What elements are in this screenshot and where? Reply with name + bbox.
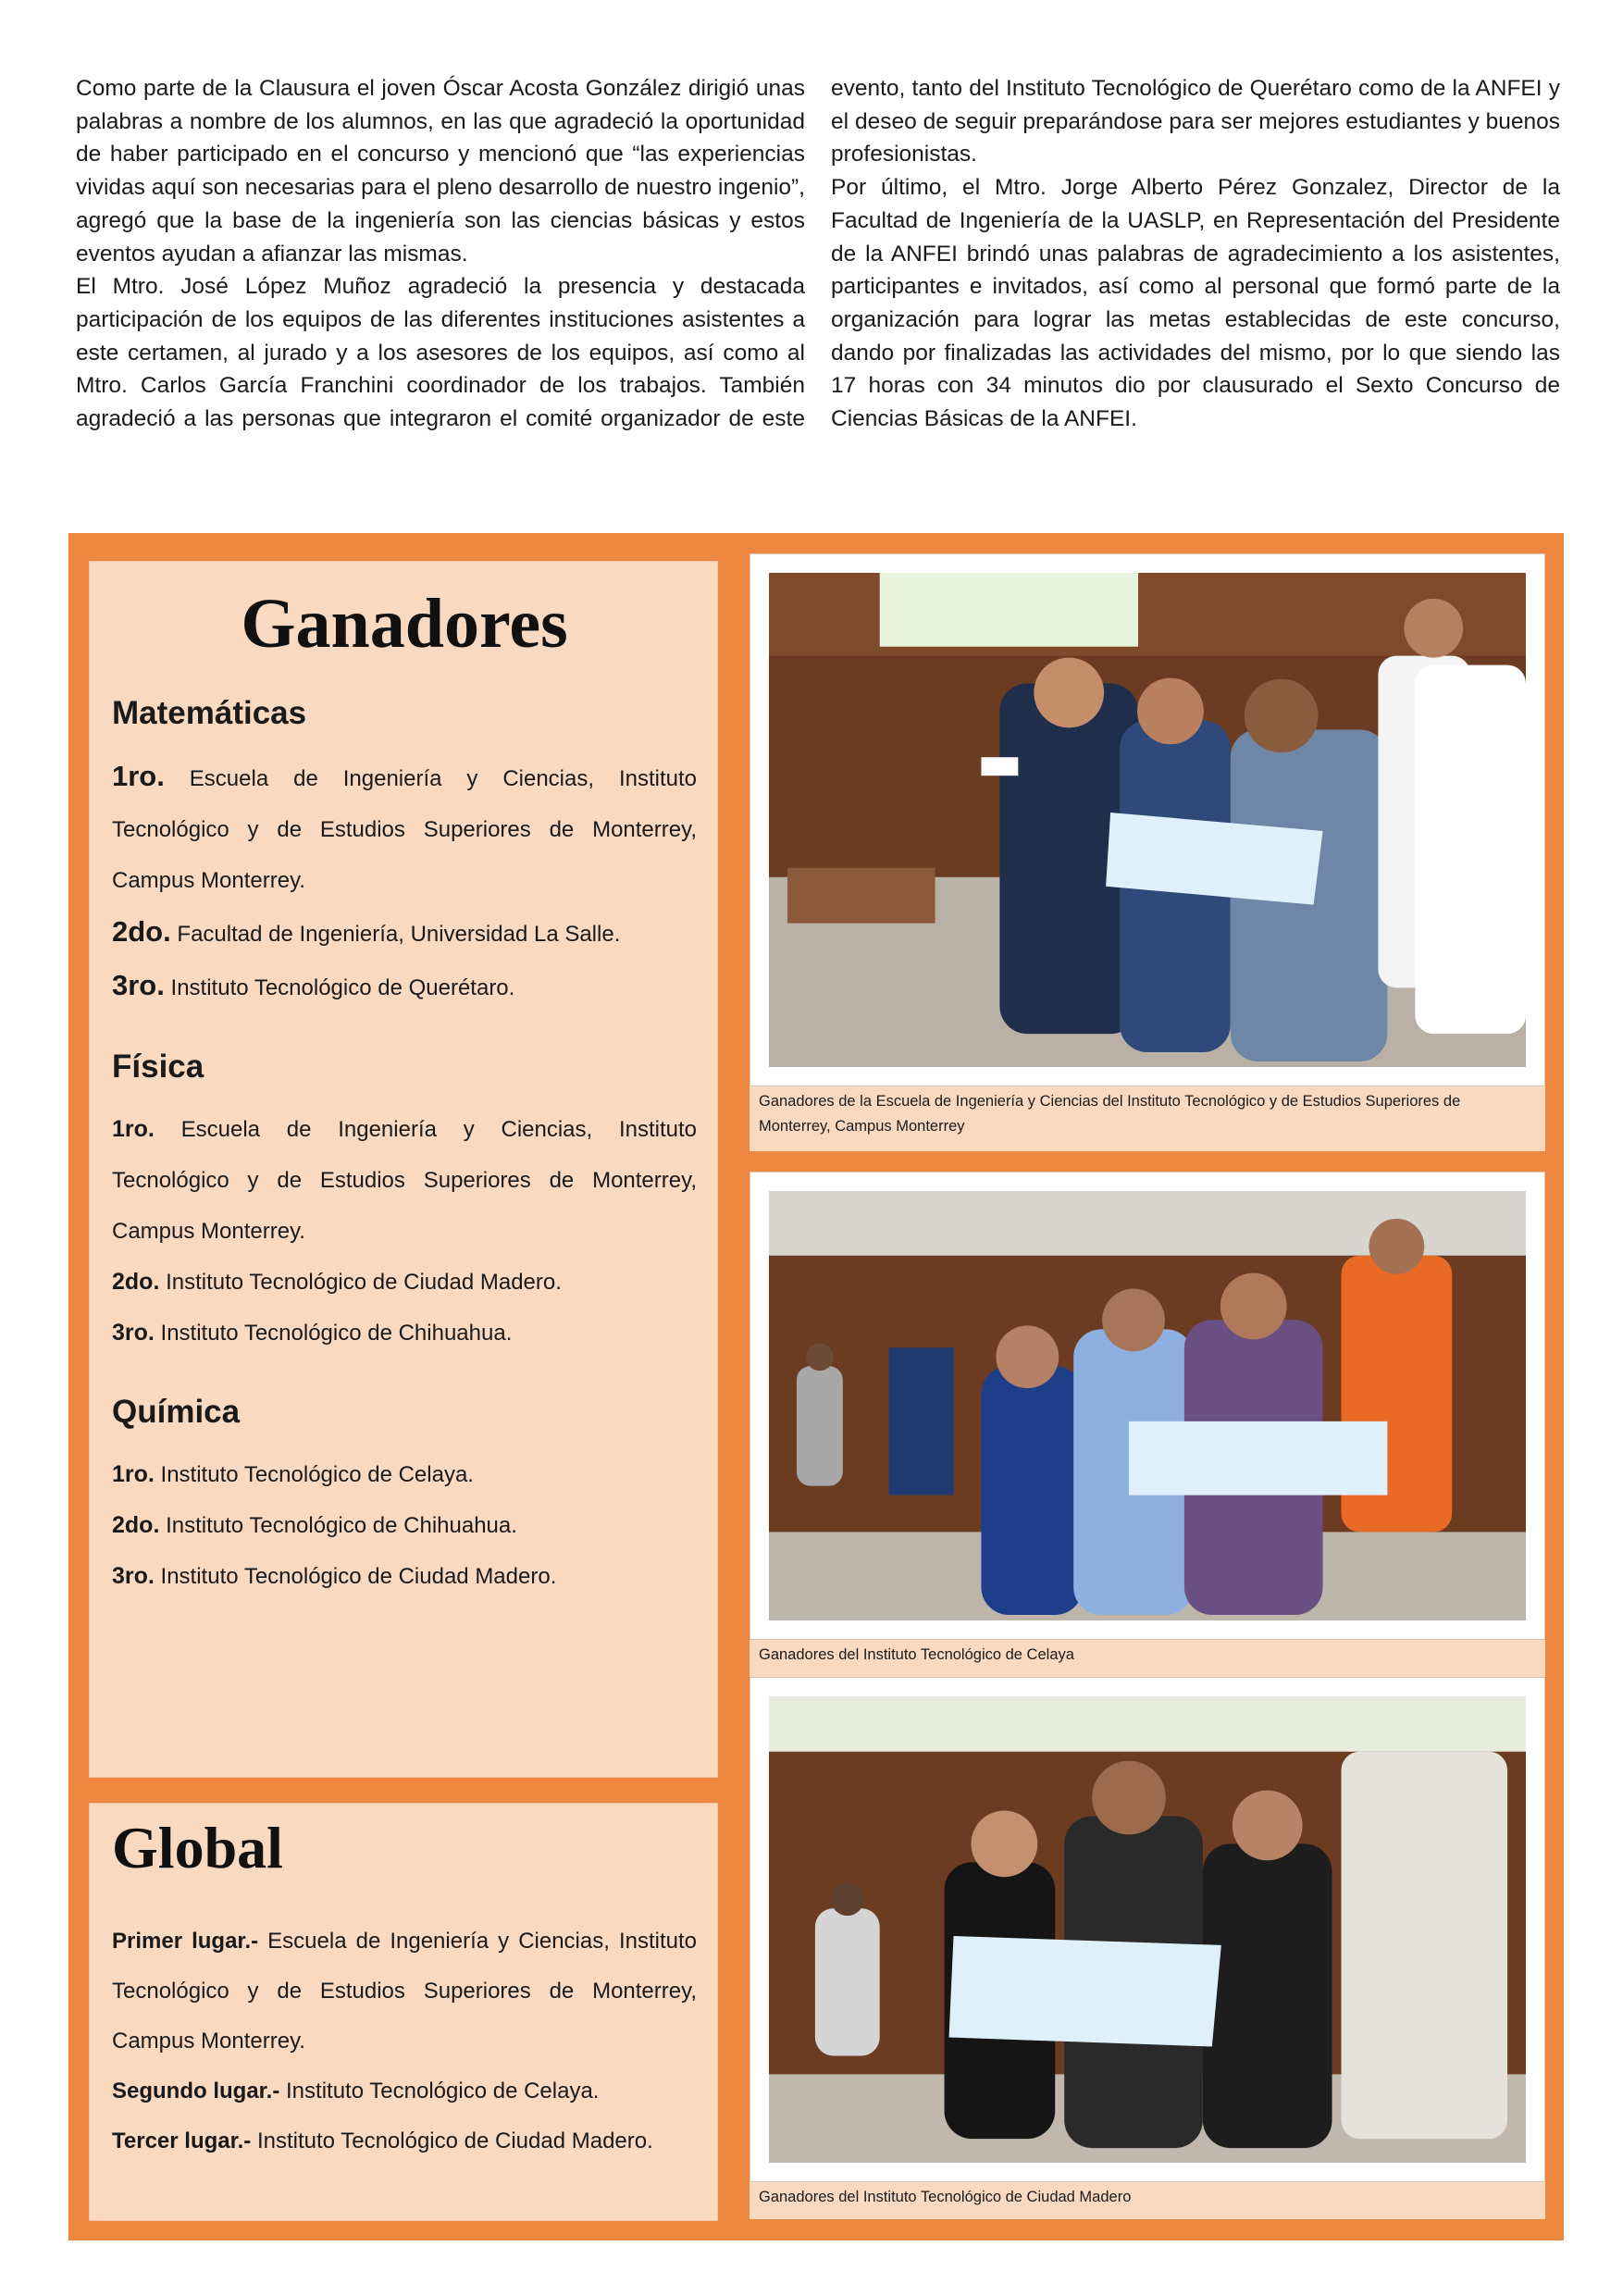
photo-caption: Ganadores del Instituto Tecnológico de Ciudad Madero <box>750 2182 1545 2219</box>
subject-heading: Química <box>112 1394 241 1430</box>
intro-text <box>76 72 1560 479</box>
rank-label: 3ro. <box>112 969 165 1001</box>
global-entry <box>112 2116 697 2166</box>
global-title: Global <box>112 1815 283 1880</box>
place-text: Instituto Tecnológico de Celaya. <box>286 2079 600 2104</box>
place-text: Instituto Tecnológico de Ciudad Madero. <box>256 2128 653 2153</box>
intro-paragraph: Por último, el Mtro. Jorge Alberto Pérez Gonzalez, Director de la Facultad de Ingeniería de la UASLP, en Representación del Presidente de la ANFEI brindó unas palabras de agradecimiento a los asistentes, participantes e invitados, así como al personal que formó parte de la organización para lograr las metas establecidas de este concurso, dando por finalizadas las actividades del mismo, por lo que siendo las 17 horas con 34 minutos dio por clausurado el Sexto Concurso de Ciencias Básicas de la ANFEI. <box>831 175 1560 432</box>
photo-card <box>750 1172 1545 1640</box>
winner-text: Instituto Tecnológico de Chihuahua. <box>166 1513 517 1538</box>
winner-entry <box>112 1500 697 1551</box>
winner-entry <box>112 751 697 906</box>
winners-title: Ganadores <box>241 585 568 663</box>
winner-entry <box>112 1104 697 1257</box>
winners-photo <box>769 573 1526 1067</box>
winners-photo <box>769 1696 1526 2163</box>
subject-heading: Matemáticas <box>112 695 307 731</box>
winner-text: Instituto Tecnológico de Ciudad Madero. <box>166 1270 562 1295</box>
global-entry <box>112 1917 697 2066</box>
place-label: Primer lugar.- <box>112 1929 259 1954</box>
winner-text: Escuela de Ingeniería y Ciencias, Instituto Tecnológico y de Estudios Superiores de Monterrey, Campus Monterrey. <box>112 766 698 893</box>
winner-text: Instituto Tecnológico de Chihuahua. <box>160 1321 513 1346</box>
winner-text: Instituto Tecnológico de Ciudad Madero. <box>160 1564 557 1589</box>
winner-entry <box>112 1449 697 1500</box>
intro-paragraph: El Mtro. José López Muñoz agradeció la presencia y destacada participación de los equipos de las diferentes instituciones asistentes a este certamen, al jurado y a los asesores de los equipos, así como al Mtro. Carlos García Franchini coordinador de los trabajos. También agradeció a las personas que integraron el comité organizador de este evento, tanto del Instituto Tecnológico de Querétaro como de la ANFEI y el deseo de seguir preparándose para ser mejores estudiantes y buenos profesionistas. <box>76 76 1560 432</box>
winners-panel <box>89 561 718 1778</box>
winners-photo <box>769 1191 1526 1620</box>
photo-card <box>750 1677 1545 2182</box>
intro-paragraph: Como parte de la Clausura el joven Óscar Acosta González dirigió unas palabras a nombre de los alumnos, en las que agradeció la oportunidad de haber participado en el concurso y mencionó que “las experiencias vividas aquí son necesarias para el pleno desarrollo de nuestro ingenio”, agregó que la base de la ingeniería son las ciencias básicas y estos eventos ayudan a afianzar las mismas. <box>76 76 805 267</box>
rank-label: 2do. <box>112 915 171 948</box>
rank-label: 2do. <box>112 1512 160 1538</box>
rank-label: 2do. <box>112 1269 160 1295</box>
global-panel <box>89 1803 718 2221</box>
rank-label: 1ro. <box>112 1116 155 1142</box>
winner-entry <box>112 960 697 1013</box>
place-text: Escuela de Ingeniería y Ciencias, Instituto Tecnológico y de Estudios Superiores de Monterrey, Campus Monterrey. <box>112 1929 697 2054</box>
rank-label: 1ro. <box>112 760 165 792</box>
winner-entry <box>112 906 697 960</box>
photo-caption: Ganadores del Instituto Tecnológico de Celaya <box>750 1640 1545 1677</box>
rank-label: 3ro. <box>112 1320 155 1346</box>
winner-text: Escuela de Ingeniería y Ciencias, Instituto Tecnológico y de Estudios Superiores de Monterrey, Campus Monterrey. <box>112 1117 697 1244</box>
winner-text: Instituto Tecnológico de Celaya. <box>160 1462 474 1487</box>
winner-entry <box>112 1308 697 1359</box>
winners-section <box>68 533 1564 2240</box>
photo-caption: Ganadores de la Escuela de Ingeniería y Ciencias del Instituto Tecnológico y de Estudios Superiores de Monterrey, Campus Monterrey <box>750 1086 1545 1151</box>
winner-entry <box>112 1257 697 1308</box>
winner-text: Instituto Tecnológico de Querétaro. <box>170 975 515 1000</box>
rank-label: 1ro. <box>112 1461 155 1487</box>
winner-text: Facultad de Ingeniería, Universidad La Salle. <box>177 922 621 947</box>
place-label: Tercer lugar.- <box>112 2128 252 2153</box>
place-label: Segundo lugar.- <box>112 2079 280 2104</box>
photo-card <box>750 553 1545 1086</box>
winner-entry <box>112 1551 697 1602</box>
subject-heading: Física <box>112 1049 204 1085</box>
rank-label: 3ro. <box>112 1563 155 1589</box>
global-entry <box>112 2066 697 2116</box>
